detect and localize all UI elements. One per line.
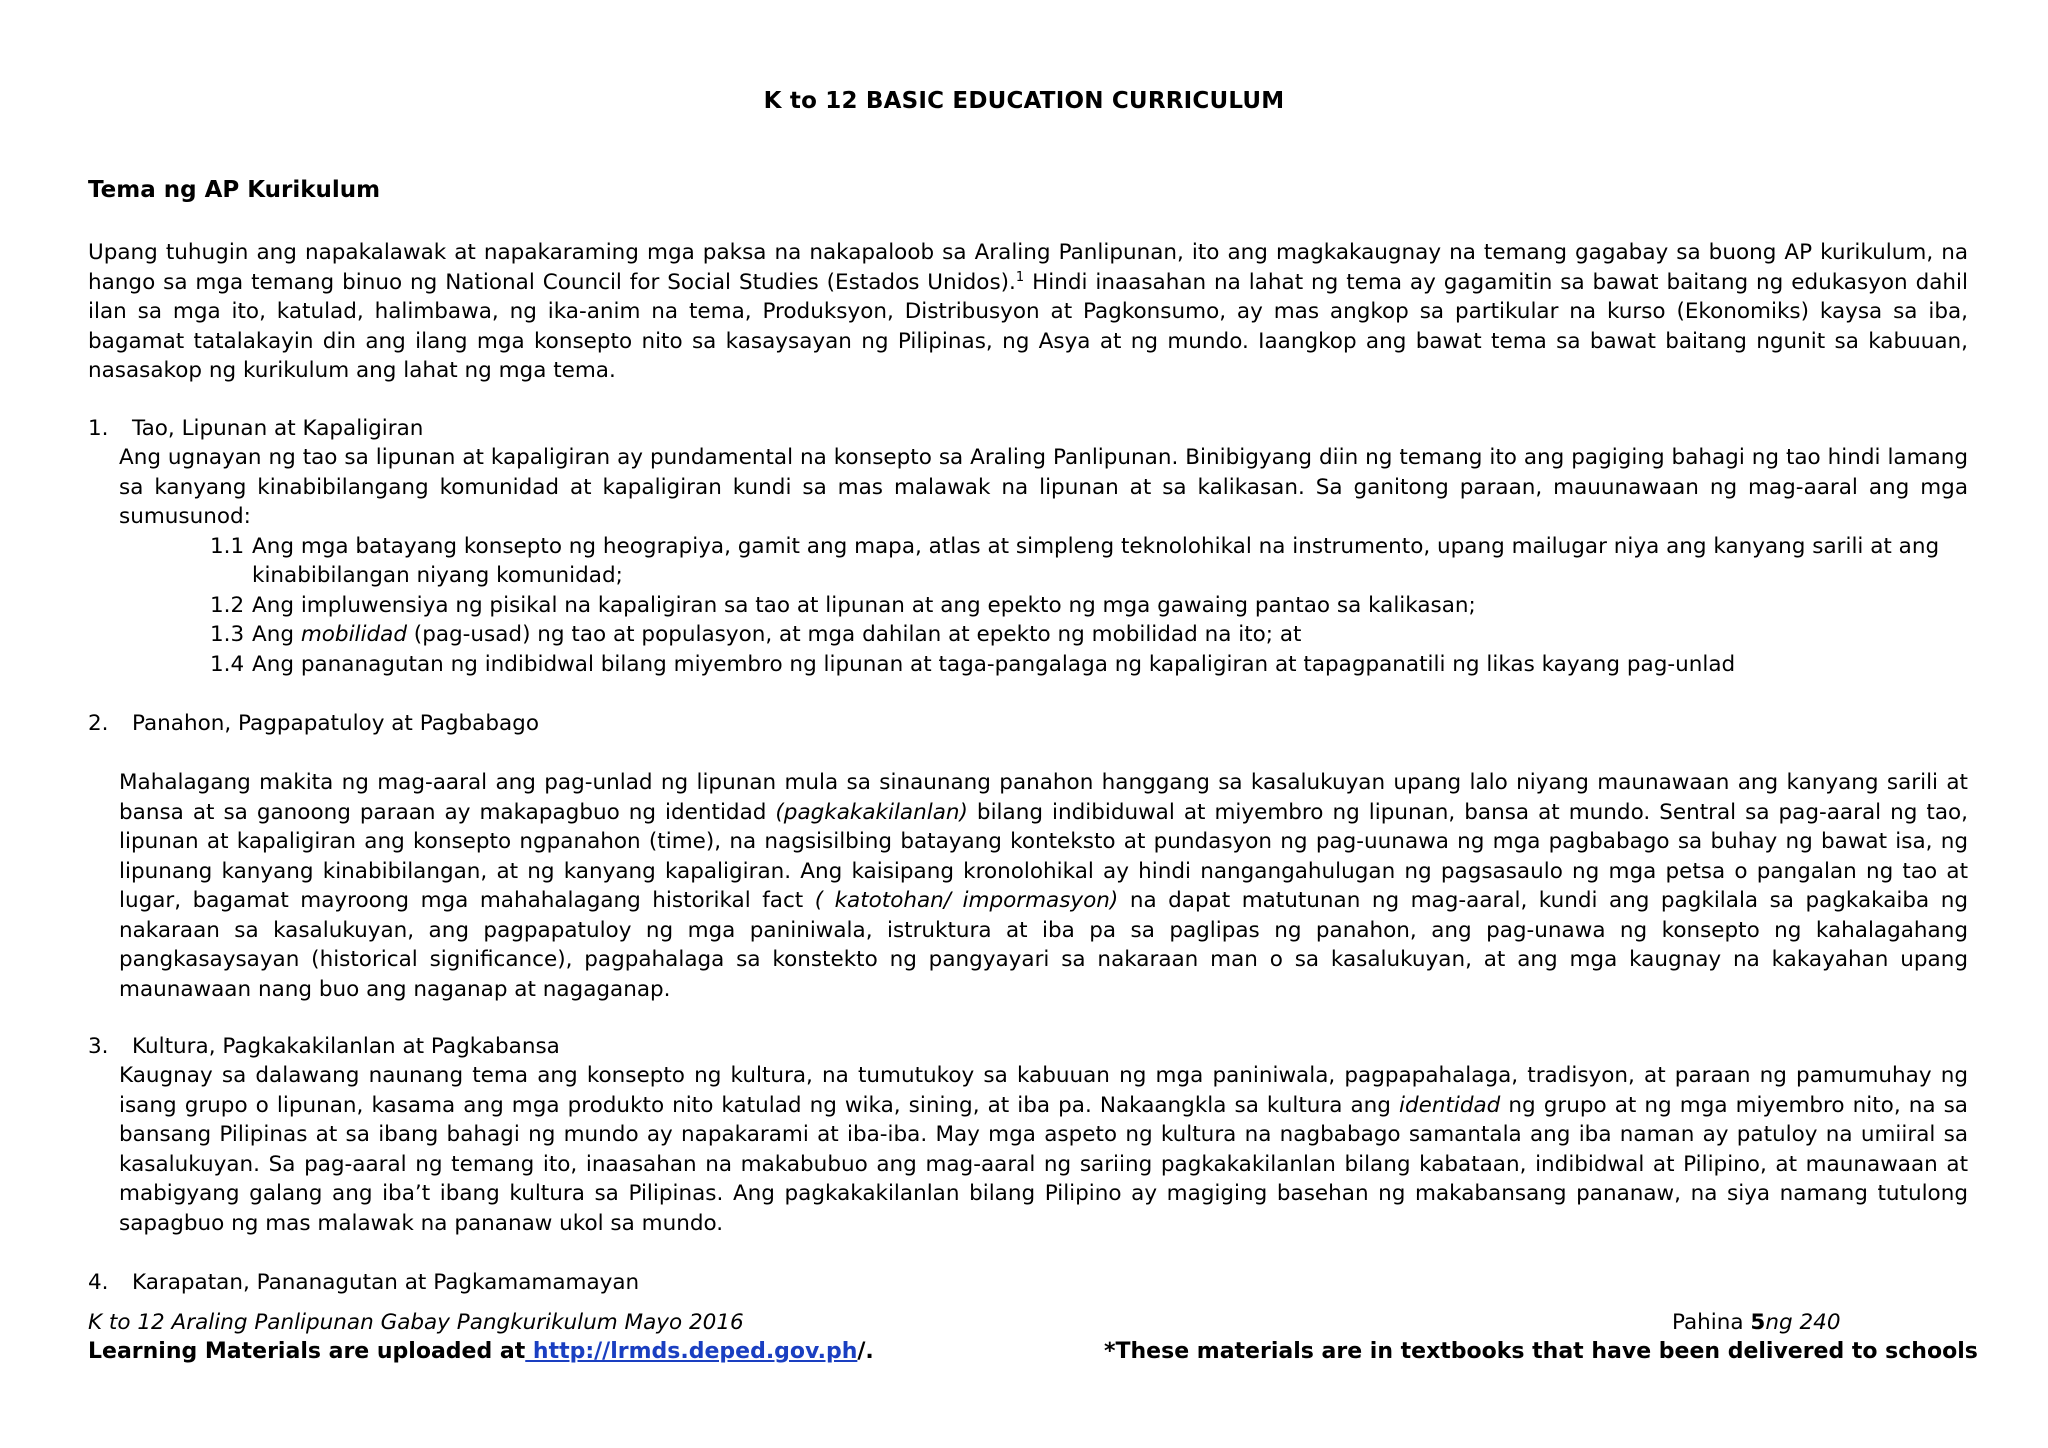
footer-upload-note [88,1339,874,1364]
theme-2-body [119,768,1968,1004]
subitem-number: 1.3 [210,622,245,647]
theme-title: Kultura, Pagkakakilanlan at Pagkabansa [132,1034,560,1059]
footer-document-name: K to 12 Araling Panlipunan Gabay Pangkurikulum Mayo 2016 [88,1310,744,1335]
theme-2-text-c: na dapat matutunan ng mag-aaral, kundi ang pagkilala sa pagkakaiba ng nakaraan sa kasalukuyan, ang pagpapatuloy ng mga paniniwala, istruktura at iba pa sa paglipas ng panahon, ang pag-unawa ng konsepto ng kahalagahang pangkasaysayan (historical significance), pagpahalaga sa konstekto ng pangyayari sa nakaraan man o sa kasalukuyan, at ang mga kaugnay na kakayahan upang maunawaan nang buo ang naganap at nagaganap. [119,888,1968,1002]
subitem-text-post: (pag-usad) ng tao at populasyon, at mga dahilan at epekto ng mobilidad na ito; at [406,622,1302,647]
theme-2-text-b: bilang indibiduwal at miyembro ng lipunan, bansa at mundo. Sentral sa pag-aaral ng tao, lipunan at kapaligiran ang konsepto ngpanahon (time), na nagsisilbing batayang konteksto at pundasyon ng pag-uunawa ng mga pagbabago sa buhay ng bawat isa, ng lipunang kanyang kinabibilangan, at ng kanyang kapaligiran. Ang kaisipang kronolohikal ay hindi nangangahulugan ng pagsasaulo ng mga petsa o pangalan ng tao at lugar, bagamat mayroong mga mahahalagang historikal fact [119,799,1968,913]
subitem-text: Ang pananagutan ng indibidwal bilang miyembro ng lipunan at taga-pangalaga ng kapaligiran at tapagpanatili ng likas kayang pag-unlad [252,652,1736,677]
current-page: 5 [1750,1310,1766,1335]
subitem-1-3 [210,620,1950,650]
subitem-1-1-continued: kinabibilangan niyang komunidad; [252,563,623,588]
upload-text: Learning Materials are uploaded at [88,1339,526,1364]
theme-1-body: Ang ugnayan ng tao sa lipunan at kapaligiran ay pundamental na konsepto sa Araling Panlipunan. Binibigyang diin ng temang ito ang pagiging bahagi ng tao hindi lamang sa kanyang kinabibilangang komunidad at kapaligiran kundi sa mas malawak na lipunan at sa kalikasan. Sa ganitong paraan, mauunawaan ng mag-aaral ang mga sumusunod: [119,445,1968,529]
lrmds-link[interactable]: http://lrmds.deped.gov.ph [525,1339,858,1364]
footnote-mark: 1 [1015,269,1025,285]
theme-3-body [119,1061,1968,1238]
theme-title: Tao, Lipunan at Kapaligiran [132,416,424,441]
theme-number: 3. [88,1034,109,1059]
subitem-text: Ang impluwensiya ng pisikal na kapaligiran sa tao at lipunan at ang epekto ng mga gawaing pantao sa kalikasan; [252,593,1476,618]
section-heading: Tema ng AP Kurikulum [88,177,381,203]
subitem-text-pre: Ang [252,622,301,647]
theme-number: 4. [88,1270,109,1295]
page-total: ng 240 [1765,1310,1841,1335]
subitem-1-1 [210,532,1950,562]
theme-2-title [88,709,539,739]
page-label: Pahina [1672,1310,1751,1335]
theme-3-text-a: Kaugnay sa dalawang naunang tema ang konsepto ng kultura, na tumutukoy sa kabuuan ng mga paniniwala, pagpapahalaga, tradisyon, at paraan ng pamumuhay ng isang grupo o lipunan, kasama ang mga produkto nito katulad ng wika, sining, at iba pa. Nakaangkla sa kultura ang [119,1063,1968,1118]
subitem-1-4 [210,650,1950,680]
theme-2-emphasis-1: (pagkakakilanlan) [775,799,968,825]
subitem-number: 1.4 [210,652,245,677]
subitem-1-2 [210,591,1950,621]
theme-title: Karapatan, Pananagutan at Pagkamamamayan [132,1270,640,1295]
theme-3-title [88,1032,560,1062]
page-title: K to 12 BASIC EDUCATION CURRICULUM [763,88,1285,114]
theme-1-title [88,414,423,444]
intro-text-a: Upang tuhugin ang napakalawak at napakaraming mga paksa na nakapaloob sa Araling Panlipunan, ito ang magkakaugnay na temang gagabay sa buong AP kurikulum, na hango sa mga temang binuo ng National Council for Social Studies (Estados Unidos). [88,240,1968,295]
intro-text-b: Hindi inaasahan na lahat ng tema ay gagamitin sa bawat baitang ng edukasyon dahil ilan sa mga ito, katulad, halimbawa, ng ika-anim na tema, Produksyon, Distribusyon at Pagkonsumo, ay mas angkop sa partikular na kurso (Ekonomiks) kaysa sa iba, bagamat tatalakayin din ang ilang mga konsepto nito sa kasaysayan ng Pilipinas, ng Asya at ng mundo. Iaangkop ang bawat tema sa bawat baitang ngunit sa kabuuan, nasasakop ng kurikulum ang lahat ng mga tema. [88,269,1968,383]
theme-title: Panahon, Pagpapatuloy at Pagbabago [132,711,539,736]
subitem-emphasis: mobilidad [300,622,407,647]
theme-3-emphasis: identidad [1398,1092,1501,1118]
theme-2-text-a: Mahalagang makita ng mag-aaral ang pag-unlad ng lipunan mula sa sinaunang panahon hanggang sa kasalukuyan upang lalo niyang maunawaan ang kanyang sarili at bansa at sa ganoong paraan ay makapagbuo ng identidad [119,770,1968,825]
theme-number: 2. [88,711,109,736]
upload-suffix: /. [857,1339,874,1364]
theme-2-emphasis-2: ( katotohan/ impormasyon) [814,888,1119,913]
footer-page-number [1672,1310,1841,1335]
intro-paragraph [88,238,1968,386]
subitem-number: 1.2 [210,593,245,618]
footer-textbook-note: *These materials are in textbooks that have been delivered to schools [1104,1339,1978,1364]
subitem-text: Ang mga batayang konsepto ng heograpiya, gamit ang mapa, atlas at simpleng teknolohikal na instrumento, upang mailugar niya ang kanyang sarili at ang [252,534,1940,559]
theme-4-title [88,1268,639,1298]
theme-3-text-b: ng grupo at ng mga miyembro nito, na sa bansang Pilipinas at sa ibang bahagi ng mundo ay napakarami at iba-iba. May mga aspeto ng kultura na nagbabago samantala ang iba naman ay patuloy na umiiral sa kasalukuyan. Sa pag-aaral ng temang ito, inaasahan na makabubuo ang mag-aaral ng sariing pagkakakilanlan bilang kabataan, indibidwal at Pilipino, at maunawaan at mabigyang galang ang iba’t ibang kultura sa Pilipinas. Ang pagkakakilanlan bilang Pilipino ay magiging basehan ng makabansang pananaw, na siya namang tutulong sapagbuo ng mas malawak na pananaw ukol sa mundo. [119,1092,1968,1236]
subitem-number: 1.1 [210,534,245,559]
theme-number: 1. [88,416,109,441]
